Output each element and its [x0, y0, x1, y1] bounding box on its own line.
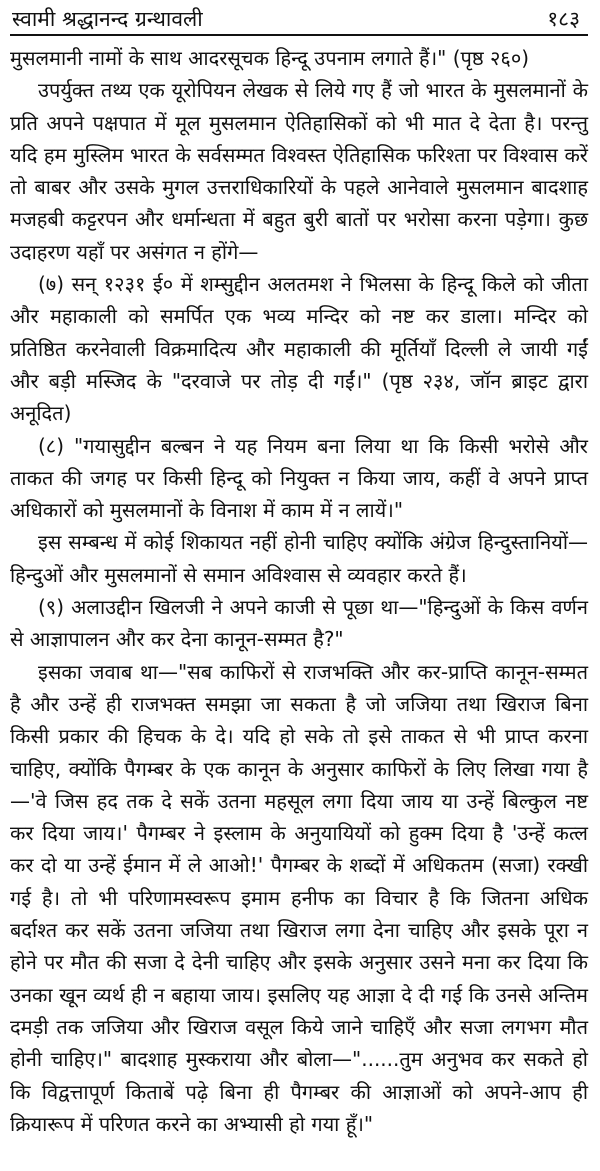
paragraph: इस सम्बन्ध में कोई शिकायत नहीं होनी चाहिए क्योंकि अंग्रेज हिन्दुस्तानियों—हिन्दुओं और मुसलमानों से समान अविश्वास से व्यवहार करते हैं।	[10, 530, 588, 587]
page-body	[10, 42, 588, 1140]
paragraph: मुसलमानी नामों के साथ आदरसूचक हिन्दू उपनाम लगाते हैं।" (पृष्ठ २६०)	[10, 46, 530, 70]
running-header	[10, 4, 588, 36]
page-number: १८३	[547, 7, 580, 31]
book-title: स्वामी श्रद्धानन्द ग्रन्थावली	[12, 7, 203, 31]
paragraph: उपर्युक्त तथ्य एक यूरोपियन लेखक से लिये गए हैं जो भारत के मुसलमानों के प्रति अपने पक्षपात में मूल मुसलमान ऐतिहासिकों को भी मात दे देता है। परन्तु यदि हम मुस्लिम भारत के सर्वसम्मत विश्वस्त ऐतिहासिक फरिश्ता पर विश्वास करें तो बाबर और उसके मुगल उत्तराधिकारियों के पहले आनेवाले मुसलमान बादशाह मजहबी कट्टरपन और धर्मान्धता में बहुत बुरी बातों पर भरोसा करना पड़ेगा। कुछ उदाहरण यहाँ पर असंगत न होंगे—	[10, 78, 588, 264]
paragraph: (९) अलाउद्दीन खिलजी ने अपने काजी से पूछा था—"हिन्दुओं के किस वर्णन से आज्ञापालन और कर देना कानून-सम्मत है?"	[10, 595, 588, 652]
paragraph: (८) "गयासुद्दीन बल्बन ने यह नियम बना लिया था कि किसी भरोसे और ताकत की जगह पर किसी हिन्दू को नियुक्त न किया जाय, कहीं वे अपने प्राप्त अधिकारों को मुसलमानों के विनाश में काम में न लायें।"	[10, 433, 588, 523]
paragraph: (७) सन् १२३१ ई० में शम्सुद्दीन अलतमश ने भिलसा के हिन्दू किले को जीता और महाकाली को समर्पित एक भव्य मन्दिर को नष्ट कर डाला। मन्दिर को प्रतिष्ठित करनेवाली विक्रमादित्य और महाकाली की मूर्तियाँ दिल्ली ले जायी गईं और बड़ी मस्जिद के "दरवाजे पर तोड़ दी गईं।" (पृष्ठ २३४, जॉन ब्राइट द्वारा अनूदित)	[10, 272, 588, 426]
paragraph: इसका जवाब था—"सब काफिरों से राजभक्ति और कर-प्राप्ति कानून-सम्मत है और उन्हें ही राजभक्त समझा जा सकता है जो जजिया तथा खिराज बिना किसी प्रकार की हिचक के दे। यदि हो सके तो इसे ताकत से भी प्राप्त करना चाहिए, क्योंकि पैगम्बर के एक कानून के अनुसार काफिरों के लिए लिखा गया है—'वे जिस हद तक दे सकें उतना महसूल लगा दिया जाय या उन्हें बिल्कुल नष्ट कर दिया जाय।' पैगम्बर ने इस्लाम के अनुयायियों को हुक्म दिया है 'उन्हें कत्ल कर दो या उन्हें ईमान में ले आओ!' पैगम्बर के शब्दों में अधिकतम (सजा) रक्खी गई है। तो भी परिणामस्वरूप इमाम हनीफ का विचार है कि जितना अधिक बर्दाश्त कर सकें उतना जजिया तथा खिराज लगा देना चाहिए और इसके पूरा न होने पर मौत की सजा दे देनी चाहिए और इसके अनुसार उसने मना कर दिया कि उनका खून व्यर्थ ही न बहाया जाय। इसलिए यह आज्ञा दे दी गई कि उनसे अन्तिम दमड़ी तक जजिया और खिराज वसूल किये जाने चाहिएँ और सजा लगभग मौत होनी चाहिए।" बादशाह मुस्कराया और बोला—"......तुम अनुभव कर सकते हो कि विद्वत्तापूर्ण किताबें पढ़े बिना ही पैगम्बर की आज्ञाओं को अपने-आप ही क्रियारूप में परिणत करने का अभ्यासी हो गया हूँ।"	[10, 659, 588, 1136]
